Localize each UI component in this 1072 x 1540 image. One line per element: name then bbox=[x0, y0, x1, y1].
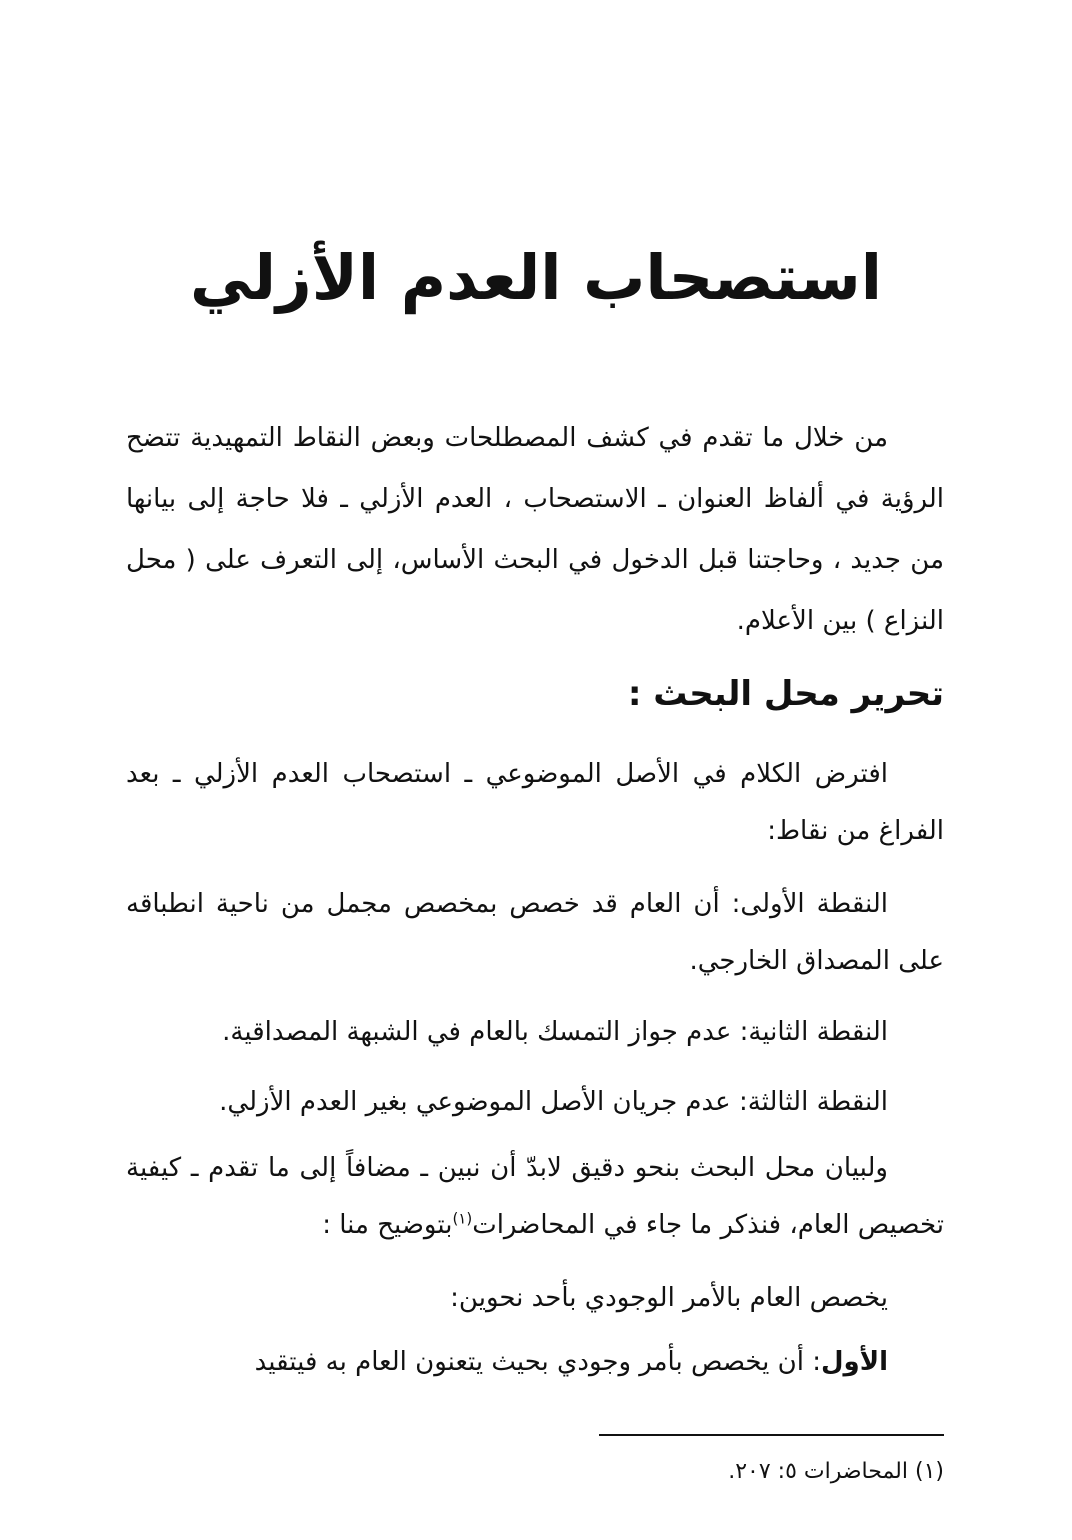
chapter-title: استصحاب العدم الأزلي bbox=[190, 241, 882, 314]
first-way-text: : أن يخصص بأمر وجودي بحيث يتعنون العام به فيتقيد bbox=[254, 1347, 821, 1377]
footnote-reference[interactable]: (١) bbox=[452, 1209, 473, 1228]
first-way-label: الأول bbox=[821, 1347, 888, 1377]
paragraph-point-three: النقطة الثالثة: عدم جريان الأصل الموضوعي بغير العدم الأزلي. bbox=[219, 1087, 888, 1117]
paragraph-scope: افترض الكلام في الأصل الموضوعي ـ استصحاب العدم الأزلي ـ بعد الفراغ من نقاط: bbox=[126, 759, 944, 846]
paragraph-point-two: النقطة الثانية: عدم جواز التمسك بالعام في الشبهة المصداقية. bbox=[222, 1017, 888, 1047]
paragraph-two-ways: يخصص العام بالأمر الوجودي بأحد نحوين: bbox=[450, 1283, 888, 1313]
paragraph-first-way bbox=[126, 1334, 944, 1391]
footnote-divider bbox=[599, 1434, 944, 1436]
footnote: (١) المحاضرات ٥: ٢٠٧. bbox=[728, 1459, 944, 1484]
paragraph-point-one: النقطة الأولى: أن العام قد خصص بمخصص مجمل من ناحية انطباقه على المصداق الخارجي. bbox=[126, 889, 944, 976]
paragraph-clarification bbox=[126, 1140, 944, 1254]
section-heading: تحرير محل البحث : bbox=[627, 674, 944, 714]
paragraph-clarification-tail: بتوضيح منا : bbox=[322, 1210, 453, 1240]
intro-paragraph: من خلال ما تقدم في كشف المصطلحات وبعض النقاط التمهيدية تتضح الرؤية في ألفاظ العنوان ـ الاستصحاب ، العدم الأزلي ـ فلا حاجة إلى بيانها من جديد ، وحاجتنا قبل الدخول في البحث الأساس، إلى التعرف على ( محل النزاع ) بين الأعلام. bbox=[126, 423, 944, 636]
paragraph-clarification-text: ولبيان محل البحث بنحو دقيق لابدّ أن نبين ـ مضافاً إلى ما تقدم ـ كيفية تخصيص العام، فنذكر ما جاء في المحاضرات bbox=[126, 1153, 944, 1240]
